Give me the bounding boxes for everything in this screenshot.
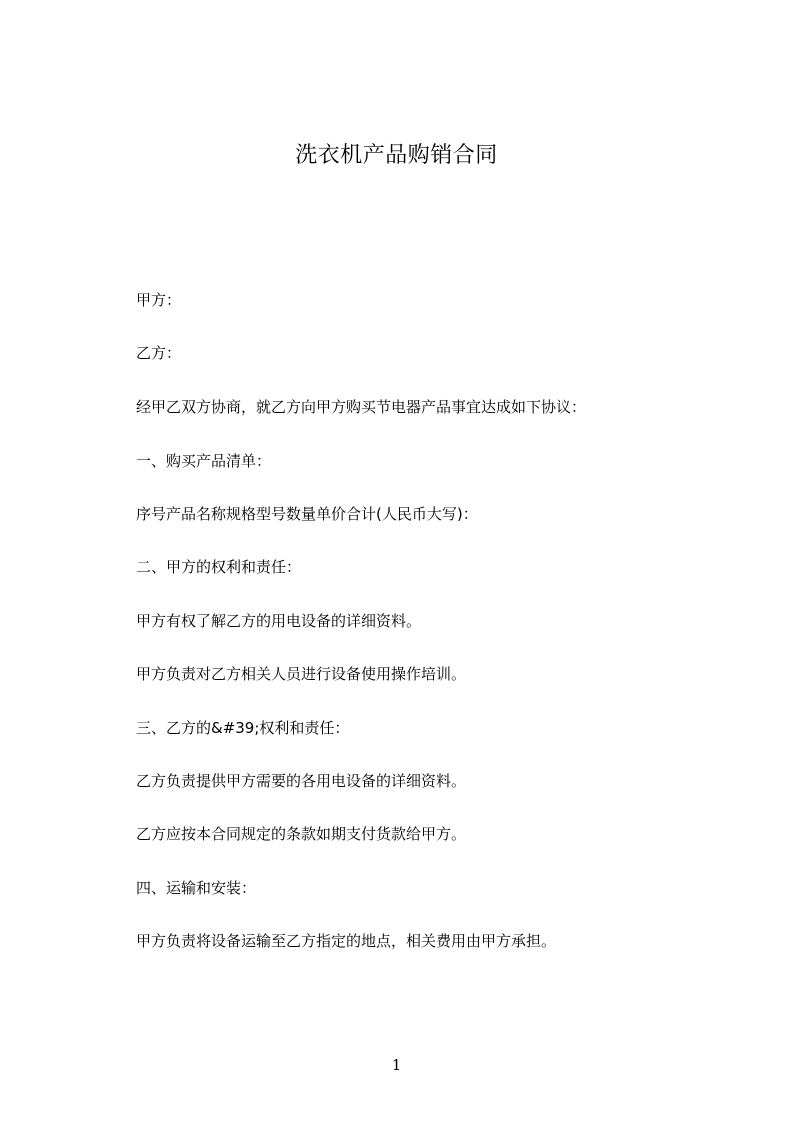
section-4-heading: 四、运输和安装： xyxy=(136,879,257,897)
page-number: 1 xyxy=(391,1056,402,1074)
clause-transport: 甲方负责将设备运输至乙方指定的地点，相关费用由甲方承担。 xyxy=(136,932,557,950)
party-b-line: 乙方： xyxy=(136,344,182,362)
clause-party-b-payment: 乙方应按本合同规定的条款如期支付货款给甲方。 xyxy=(136,825,467,843)
section-3-heading: 三、乙方的&#39;权利和责任： xyxy=(136,719,350,737)
clause-party-a-training: 甲方负责对乙方相关人员进行设备使用操作培训。 xyxy=(136,665,467,683)
product-list-header: 序号产品名称规格型号数量单价合计(人民币大写)： xyxy=(136,505,478,523)
document-title: 洗衣机产品购销合同 xyxy=(295,143,498,168)
agreement-intro: 经甲乙双方协商，就乙方向甲方购买节电器产品事宜达成如下协议： xyxy=(136,398,587,416)
party-a-line: 甲方： xyxy=(136,291,182,309)
clause-party-b-info: 乙方负责提供甲方需要的各用电设备的详细资料。 xyxy=(136,772,467,790)
section-1-heading: 一、购买产品清单： xyxy=(136,452,272,470)
clause-party-a-right: 甲方有权了解乙方的用电设备的详细资料。 xyxy=(136,612,422,630)
section-2-heading: 二、甲方的权利和责任： xyxy=(136,558,302,576)
